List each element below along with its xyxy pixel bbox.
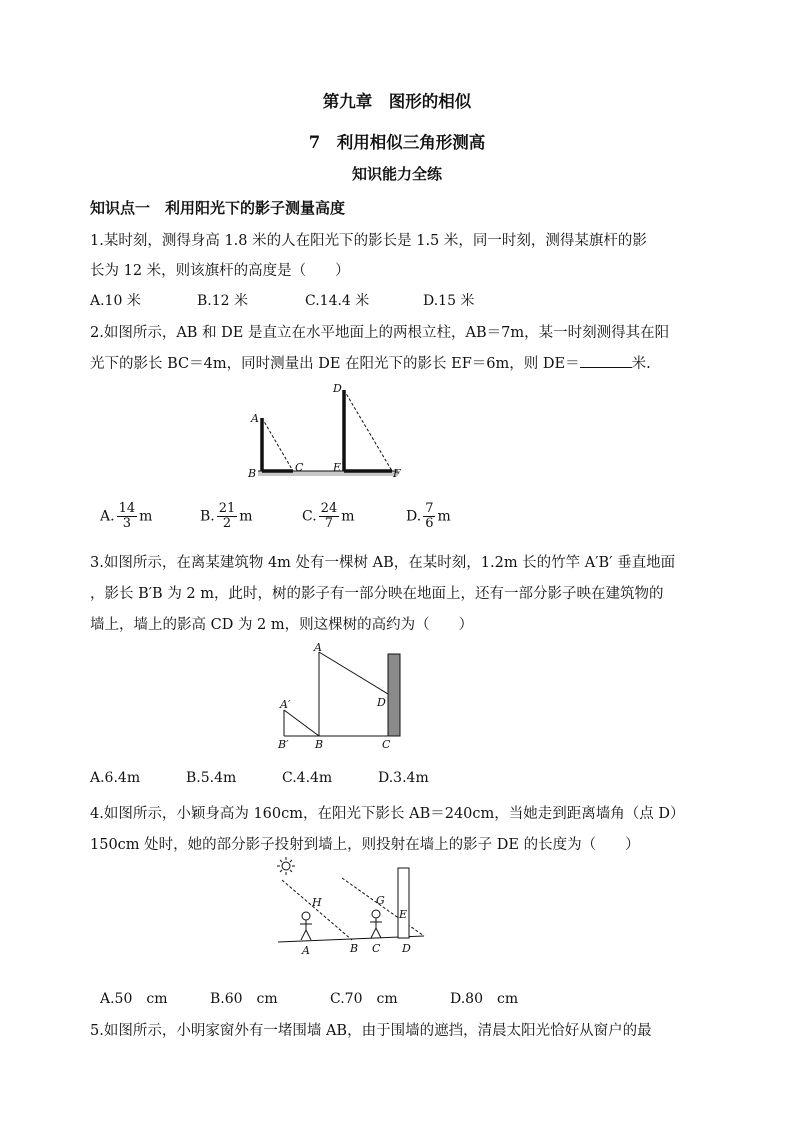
label-h: H (312, 896, 322, 909)
label-b: B (248, 467, 257, 480)
q2-option-b-letter: B. (200, 508, 215, 525)
label-c: C (295, 461, 304, 474)
chapter-title: 第九章 图形的相似 (322, 92, 472, 111)
q4-option-b: B.60 cm (210, 991, 278, 1007)
unit: m (341, 508, 355, 525)
q2-figure-poles (240, 378, 410, 484)
unit: m (437, 508, 451, 525)
q2-option-d-letter: D. (406, 508, 422, 525)
q4-figure-shadow-wall (272, 856, 432, 958)
label-f: F (393, 467, 401, 480)
wall (398, 868, 409, 938)
q1-option-a: A.10 米 (90, 293, 141, 309)
q1-option-d: D.15 米 (423, 293, 475, 309)
sun-icon (277, 857, 295, 875)
denominator: 3 (122, 516, 131, 531)
label-b-prime: B′ (278, 738, 289, 751)
section-subtitle: 知识能力全练 (351, 165, 442, 183)
girl-figure-2 (370, 910, 382, 938)
girl-figure-1 (300, 912, 312, 940)
q1-option-b: B.12 米 (197, 293, 249, 309)
sunray-1 (282, 880, 352, 940)
label-b: B (350, 942, 359, 955)
q2-option-d (406, 502, 451, 531)
denominator: 6 (425, 516, 434, 531)
label-g: G (376, 894, 385, 907)
q3-option-b: B.5.4m (186, 770, 237, 786)
label-a-prime: A′ (280, 698, 291, 711)
label-b: B (315, 738, 324, 751)
ray-ad (319, 652, 388, 694)
q2-option-a-letter: A. (100, 508, 115, 525)
q4-option-d: D.80 cm (450, 991, 519, 1007)
denominator: 2 (222, 516, 232, 531)
label-a: A (302, 944, 310, 957)
label-a: A (251, 412, 259, 425)
knowledge-point-1-title: 知识点一 利用阳光下的影子测量高度 (90, 199, 346, 217)
q3-option-a: A.6.4m (90, 770, 141, 786)
label-d: D (333, 382, 342, 395)
label-a: A (314, 641, 322, 654)
q2-option-c (302, 502, 355, 531)
q3-option-d: D.3.4m (378, 770, 429, 786)
q1-option-c: C.14.4 米 (305, 293, 370, 309)
q3-option-c: C.4.4m (282, 770, 333, 786)
building-wall (388, 654, 400, 736)
sunray-df (344, 390, 392, 471)
numerator: 24 (320, 501, 338, 516)
unit: m (239, 508, 253, 525)
numerator: 21 (218, 501, 236, 516)
q4-option-a: A.50 cm (100, 991, 168, 1007)
denominator: 7 (324, 516, 334, 531)
label-c: C (382, 738, 391, 751)
q3-line3: 墙上，墙上的影高 CD 为 2 m，则这棵树的高约为（ ） (90, 617, 474, 633)
label-c: C (372, 942, 381, 955)
q3-figure-tree-building (270, 638, 420, 753)
ray-a-prime-b (284, 710, 319, 736)
q2-option-b (200, 502, 253, 531)
q5-line1: 5.如图所示，小明家窗外有一堵围墙 AB，由于围墙的遮挡，清晨太阳光恰好从窗户的最 (90, 1023, 652, 1039)
q4-option-c: C.70 cm (330, 991, 398, 1007)
label-e: E (333, 461, 342, 474)
q2-option-c-letter: C. (302, 508, 317, 525)
label-d: D (402, 942, 411, 955)
q3-line1: 3.如图所示，在离某建筑物 4m 处有一棵树 AB，在某时刻，1.2m 长的竹竿 A′B′ 垂直地面 (90, 555, 676, 571)
q2-option-a (100, 502, 152, 531)
label-d: D (377, 696, 386, 709)
numerator: 14 (118, 501, 136, 516)
q1-line2: 长为 12 米，则该旗杆的高度是（ ） (90, 263, 350, 279)
q2-option-b-fraction (217, 502, 238, 531)
q4-line1: 4.如图所示，小颖身高为 160cm，在阳光下影长 AB＝240cm，当她走到距离墙角（点 D） (90, 806, 685, 822)
q3-line2: ，影长 B′B 为 2 m，此时，树的影子有一部分映在地面上，还有一部分影子映在建筑物的 (90, 586, 664, 602)
sunray-ac (262, 418, 293, 471)
q4-line2: 150cm 处时，她的部分影子投射到墙上，则投射在墙上的影子 DE 的长度为（ ） (90, 837, 640, 853)
q2-option-a-fraction (117, 502, 138, 531)
sunray-2 (342, 878, 424, 936)
q2-option-d-fraction (423, 502, 435, 531)
q1-line1: 1.某时刻，测得身高 1.8 米的人在阳光下的影长是 1.5 米，同一时刻，测得某旗杆的影 (90, 233, 647, 249)
q2-line2-unit: 米. (631, 356, 651, 372)
lesson-title: 7 利用相似三角形测高 (308, 133, 486, 152)
label-e: E (399, 908, 408, 921)
q2-option-c-fraction (319, 502, 340, 531)
unit: m (139, 508, 153, 525)
q2-line1: 2.如图所示，AB 和 DE 是直立在水平地面上的两根立柱，AB＝7m，某一时刻测得其在阳 (90, 325, 670, 341)
q2-line2 (90, 352, 651, 373)
answer-blank (580, 355, 632, 368)
numerator: 7 (425, 501, 434, 516)
q2-line2-text: 光下的影长 BC＝4m，同时测量出 DE 在阳光下的影长 EF＝6m，则 DE＝ (90, 356, 580, 372)
